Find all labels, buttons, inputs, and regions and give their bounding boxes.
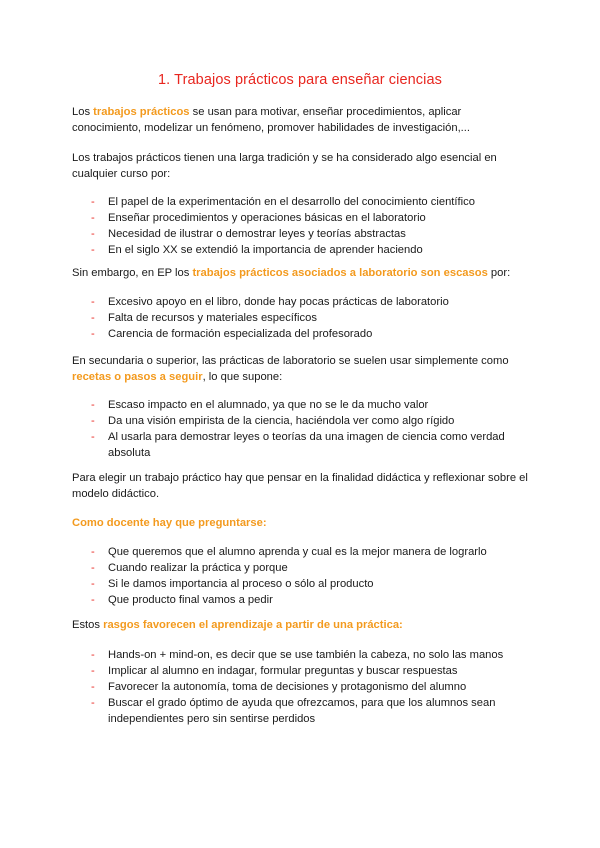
list-item: - Falta de recursos y materiales específicos	[91, 312, 317, 324]
dash-bullet: -	[91, 665, 95, 677]
list-item: - Implicar al alumno en indagar, formular preguntas y buscar respuestas	[91, 665, 458, 677]
dash-bullet: -	[91, 594, 95, 606]
list-item: - Carencia de formación especializada del profesorado	[91, 328, 373, 340]
list-consecuencias	[72, 397, 532, 461]
dash-bullet: -	[91, 244, 95, 256]
dash-bullet: -	[91, 399, 95, 411]
dash-bullet: -	[91, 431, 95, 443]
dash-bullet: -	[91, 328, 95, 340]
list-item: - Excesivo apoyo en el libro, donde hay pocas prácticas de laboratorio	[91, 296, 449, 308]
list-item: - Al usarla para demostrar leyes o teorías da una imagen de ciencia como verdad absoluta	[91, 431, 505, 459]
list-item: - Buscar el grado óptimo de ayuda que ofrezcamos, para que los alumnos sean independientes pero sin sentirse perdidos	[91, 697, 496, 725]
list-item: - Escaso impacto en el alumnado, ya que no se le da mucho valor	[91, 399, 429, 411]
paragraph-rasgos: Estos rasgos favorecen el aprendizaje a partir de una práctica:	[72, 619, 403, 631]
list-item: - Necesidad de ilustrar o demostrar leyes y teorías abstractas	[91, 228, 406, 240]
heading-docente: Como docente hay que preguntarse:	[72, 517, 267, 529]
dash-bullet: -	[91, 681, 95, 693]
list-item: - Que queremos que el alumno aprenda y cual es la mejor manera de lograrlo	[91, 546, 487, 558]
highlight-laboratorio-escasos: trabajos prácticos asociados a laboratorio son escasos	[192, 267, 488, 279]
paragraph-sin-embargo: Sin embargo, en EP los trabajos prácticos asociados a laboratorio son escasos por:	[72, 267, 511, 279]
dash-bullet: -	[91, 562, 95, 574]
list-causas	[72, 294, 532, 342]
list-item: - Si le damos importancia al proceso o sólo al producto	[91, 578, 374, 590]
list-item: - Que producto final vamos a pedir	[91, 594, 273, 606]
paragraph-elegir: Para elegir un trabajo práctico hay que pensar en la finalidad didáctica y reflexionar sobre el modelo didáctico.	[72, 472, 528, 500]
list-item: - Hands-on + mind-on, es decir que se use también la cabeza, no solo las manos	[91, 649, 504, 661]
dash-bullet: -	[91, 212, 95, 224]
dash-bullet: -	[91, 312, 95, 324]
highlight-trabajos-practicos: trabajos prácticos	[93, 106, 190, 118]
list-item: - Enseñar procedimientos y operaciones básicas en el laboratorio	[91, 212, 426, 224]
dash-bullet: -	[91, 415, 95, 427]
page-title: 1. Trabajos prácticos para enseñar ciencias	[158, 72, 442, 88]
list-item: - El papel de la experimentación en el desarrollo del conocimiento científico	[91, 196, 475, 208]
list-item: - Favorecer la autonomía, toma de decisiones y protagonismo del alumno	[91, 681, 467, 693]
paragraph-secundaria: En secundaria o superior, las prácticas de laboratorio se suelen usar simplemente como recetas o pasos a seguir, lo que supone:	[72, 355, 509, 383]
dash-bullet: -	[91, 228, 95, 240]
list-item: - Cuando realizar la práctica y porque	[91, 562, 288, 574]
list-razones	[72, 194, 532, 258]
list-item: - En el siglo XX se extendió la importancia de aprender haciendo	[91, 244, 423, 256]
paragraph-intro: Los trabajos prácticos se usan para motivar, enseñar procedimientos, aplicar conocimiento, modelizar un fenómeno, promover habilidades de investigación,...	[72, 106, 471, 134]
dash-bullet: -	[91, 697, 95, 709]
dash-bullet: -	[91, 546, 95, 558]
dash-bullet: -	[91, 296, 95, 308]
dash-bullet: -	[91, 196, 95, 208]
highlight-recetas: recetas o pasos a seguir	[72, 371, 203, 383]
dash-bullet: -	[91, 649, 95, 661]
highlight-rasgos: rasgos favorecen el aprendizaje a partir de una práctica:	[103, 619, 403, 631]
paragraph-tradicion: Los trabajos prácticos tienen una larga tradición y se ha considerado algo esencial en cualquier curso por:	[72, 152, 497, 180]
dash-bullet: -	[91, 578, 95, 590]
list-rasgos	[72, 647, 532, 727]
list-preguntas	[72, 544, 532, 608]
list-item: - Da una visión empirista de la ciencia, haciéndola ver como algo rígido	[91, 415, 455, 427]
